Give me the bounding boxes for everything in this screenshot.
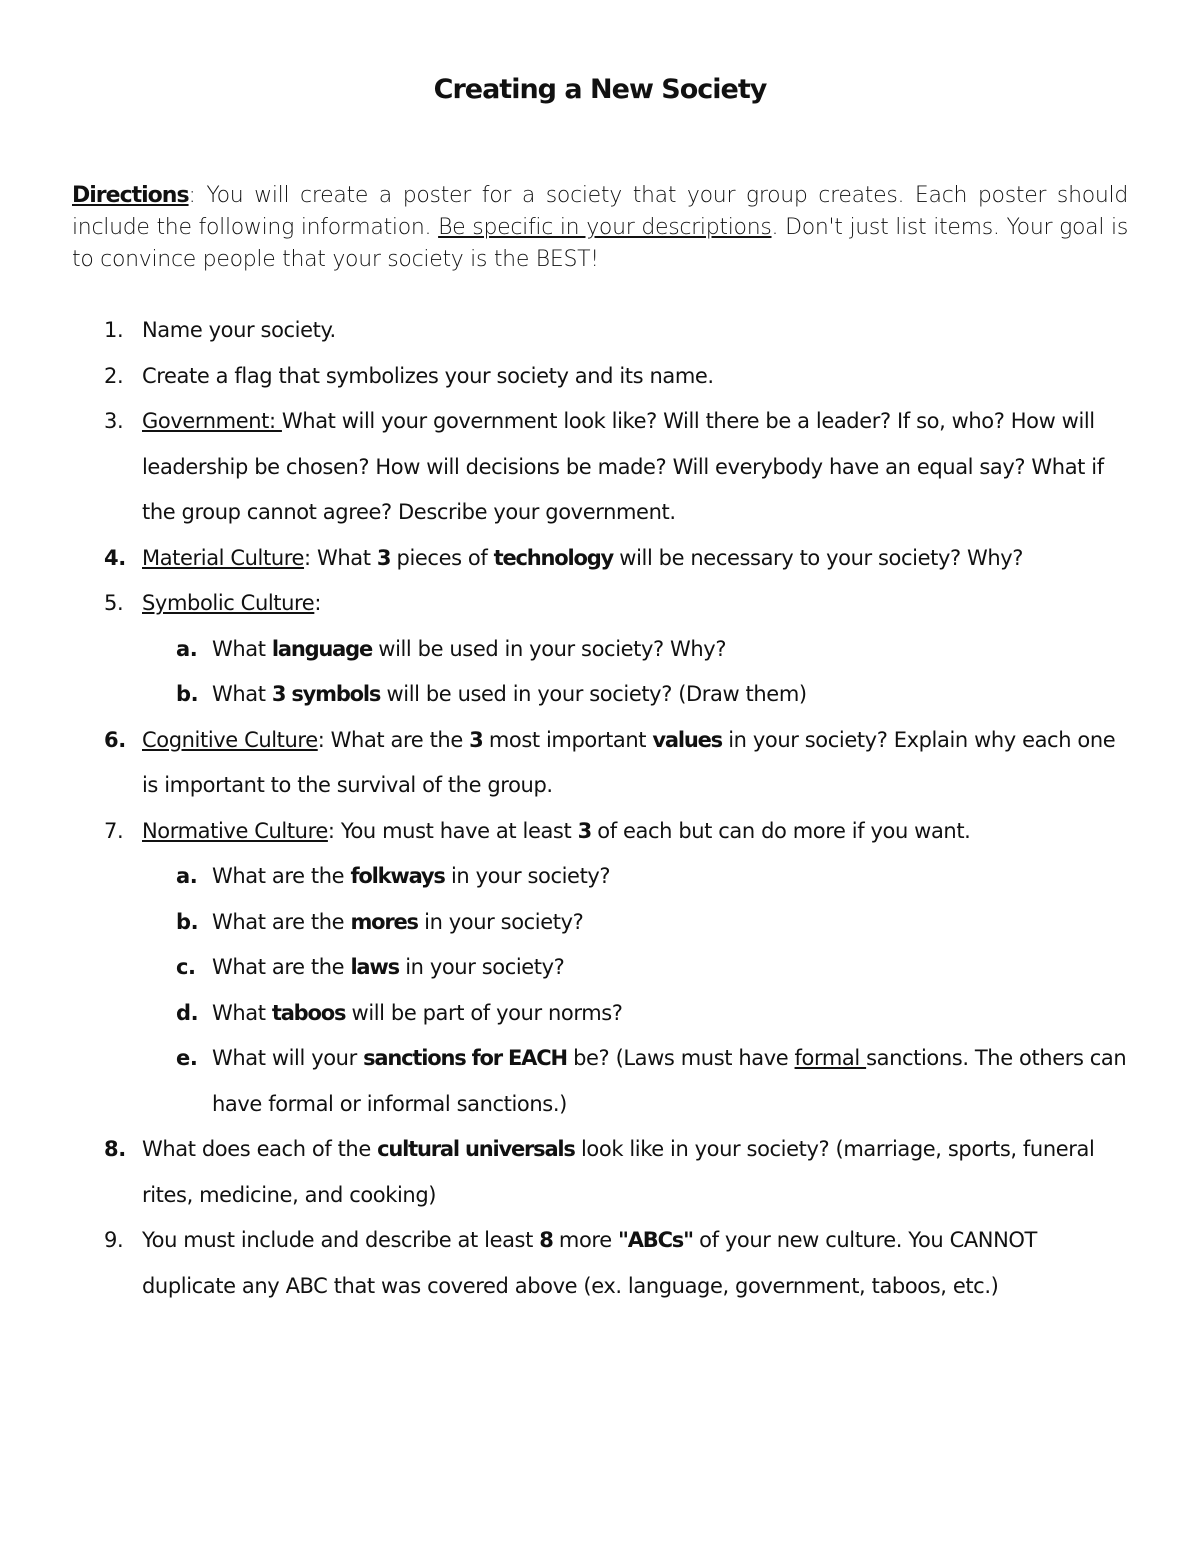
list-item-3-government: 3. Government: What will your government look like? Will there be a leader? If so, who? How will leadership be chosen? How will decisions be made? Will everybody have an equal say? What if the group cannot agree? Describe your government. — [72, 399, 1128, 536]
sub-list — [142, 854, 1128, 1127]
list-item-4-material-culture: 4. Material Culture: What 3 pieces of technology will be necessary to your society? Why? — [72, 536, 1128, 582]
directions-emphasis: Be specific in your descriptions — [438, 215, 772, 240]
sub-item-b: b. What are the mores in your society? — [142, 900, 1128, 946]
sub-item-b: b. What 3 symbols will be used in your society? (Draw them) — [142, 672, 1128, 718]
sub-item-letter: b. — [176, 909, 199, 934]
sub-item-e: e. What will your sanctions for EACH be? (Laws must have formal sanctions. The others can have formal or informal sanctions.) — [142, 1036, 1128, 1127]
sub-item-letter: e. — [176, 1046, 198, 1070]
item-number: 9. — [104, 1228, 124, 1252]
list-item-2: 2. Create a flag that symbolizes your society and its name. — [72, 354, 1128, 400]
sub-item-d: d. What taboos will be part of your norms? — [142, 991, 1128, 1037]
item-label: Normative Culture — [142, 818, 328, 843]
item-label: Symbolic Culture — [142, 591, 315, 615]
sub-list — [142, 627, 1128, 718]
item-label: Material Culture — [142, 545, 305, 570]
directions-paragraph: Directions: You will create a poster for a society that your group creates. Each poster should include the following information. Be specific in your descriptions. Don't just list items. Your goal is to convince people that your society is the BEST! — [72, 183, 1128, 272]
item-number: 8. — [104, 1137, 126, 1161]
item-number: 3. — [104, 409, 124, 433]
sub-item-c: c. What are the laws in your society? — [142, 945, 1128, 991]
item-number: 7. — [104, 818, 124, 843]
sub-item-letter: b. — [176, 682, 199, 706]
item-number: 5. — [104, 591, 124, 615]
instructions-list — [72, 308, 1128, 1309]
item-label: Government: — [142, 409, 282, 433]
item-label: Cognitive Culture — [142, 727, 318, 752]
sub-item-letter: c. — [176, 955, 196, 979]
list-item-7-normative-culture: 7. Normative Culture: You must have at least 3 of each but can do more if you want. a. What are the folkways in your society? b. What are the mores in your society? c. What are the laws in your society? d. What taboos will be part of your norms? e. What will your sanctions for EACH be? (Laws must have formal sanctions. The others can have formal or informal sanctions.) — [72, 809, 1128, 1128]
item-number: 1. — [104, 318, 124, 342]
directions-label: Directions — [72, 183, 189, 208]
sub-item-a: a. What are the folkways in your society? — [142, 854, 1128, 900]
list-item-6-cognitive-culture: 6. Cognitive Culture: What are the 3 most important values in your society? Explain why each one is important to the survival of the group. — [72, 718, 1128, 809]
sub-item-letter: a. — [176, 636, 198, 661]
item-number: 6. — [104, 727, 126, 752]
item-number: 2. — [104, 363, 124, 388]
list-item-1: 1. Name your society. — [72, 308, 1128, 354]
list-item-9-abcs: 9. You must include and describe at least 8 more "ABCs" of your new culture. You CANNOT duplicate any ABC that was covered above (ex. language, government, taboos, etc.) — [72, 1218, 1128, 1309]
sub-item-a: a. What language will be used in your society? Why? — [142, 627, 1128, 673]
sub-item-letter: a. — [176, 864, 198, 888]
item-number: 4. — [104, 545, 126, 570]
list-item-8-cultural-universals: 8. What does each of the cultural universals look like in your society? (marriage, sports, funeral rites, medicine, and cooking) — [72, 1127, 1128, 1218]
page-title: Creating a New Society — [433, 74, 767, 105]
sub-item-letter: d. — [176, 1000, 199, 1025]
list-item-5-symbolic-culture: 5. Symbolic Culture: a. What language will be used in your society? Why? b. What 3 symbols will be used in your society? (Draw them) — [72, 581, 1128, 718]
